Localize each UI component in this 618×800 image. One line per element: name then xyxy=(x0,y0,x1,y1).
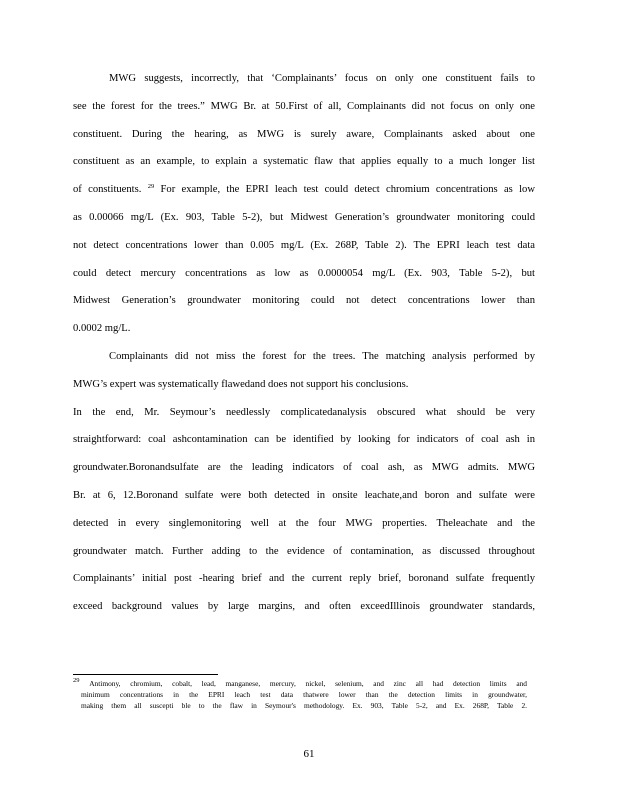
text-line: Midwest Generation’s groundwater monitoring could not detect concentrations lower than xyxy=(73,295,535,307)
footnote-line xyxy=(73,678,527,689)
footnote-reference: 29 xyxy=(147,183,155,191)
text-line: exceed background values by large margins, and often exceedIllinois groundwater standards, xyxy=(73,601,535,613)
page-number: 61 xyxy=(303,748,315,760)
body-text xyxy=(73,70,535,626)
text-line: groundwater match. Further adding to the evidence of contamination, as discussed throughout xyxy=(73,545,535,557)
text-line: 0.0002 mg/L. xyxy=(73,323,131,335)
footnote xyxy=(73,678,527,711)
text-fragment: For example, the EPRI leach test could detect chromium concentrations as low xyxy=(160,184,535,196)
text-line: constituent. During the hearing, as MWG is surely aware, Complainants asked about one xyxy=(73,128,535,140)
text-line: straightforward: coal ashcontamination can be identified by looking for indicators of coal ash in xyxy=(73,434,535,446)
text-line: as 0.00066 mg/L (Ex. 903, Table 5-2), but Midwest Generation’s groundwater monitoring could xyxy=(73,211,535,223)
text-line: groundwater.Boronandsulfate are the leading indicators of coal ash, as MWG admits. MWG xyxy=(73,462,535,474)
text-line: In the end, Mr. Seymour’s needlessly complicatedanalysis obscured what should be very xyxy=(73,406,535,418)
text-line: detected in every singlemonitoring well at the four MWG properties. Theleachate and the xyxy=(73,517,535,529)
text-line: constituent as an example, to explain a systematic flaw that applies equally to a much longer list xyxy=(73,156,535,168)
text-line: MWG’s expert was systematically flawedand does not support his conclusions. xyxy=(73,378,409,390)
footnote-marker: 29 xyxy=(73,677,80,684)
text-line: Br. at 6, 12.Boronand sulfate were both detected in onsite leachate,and boron and sulfate were xyxy=(73,489,535,501)
footnote-text: Antimony, chromium, cobalt, lead, manganese, mercury, nickel, selenium, and zinc all had detection limits and xyxy=(89,679,527,688)
text-line: Complainants did not miss the forest for the trees. The matching analysis performed by xyxy=(109,350,535,362)
text-line: Complainants’ initial post -hearing brief and the current reply brief, boronand sulfate frequently xyxy=(73,573,535,585)
footnote-line: minimum concentrations in the EPRI leach test data thatwere lower than the detection limits in groundwater, xyxy=(81,690,527,699)
text-line: see the forest for the trees.” MWG Br. at 50.First of all, Complainants did not focus on only one xyxy=(73,100,535,112)
text-line: MWG suggests, incorrectly, that ‘Complainants’ focus on only one constituent fails to xyxy=(109,73,535,84)
text-fragment: of constituents. xyxy=(73,184,142,196)
text-line: not detect concentrations lower than 0.005 mg/L (Ex. 268P, Table 2). The EPRI leach test data xyxy=(73,239,535,251)
footnote-line: making them all suscepti ble to the flaw in Seymour's methodology. Ex. 903, Table 5-2, and Ex. 268P, Table 2. xyxy=(81,701,527,710)
text-line: could detect mercury concentrations as low as 0.0000054 mg/L (Ex. 903, Table 5-2), but xyxy=(73,267,535,279)
footnote-separator xyxy=(73,674,218,675)
text-line-with-footnote-ref xyxy=(73,181,535,209)
